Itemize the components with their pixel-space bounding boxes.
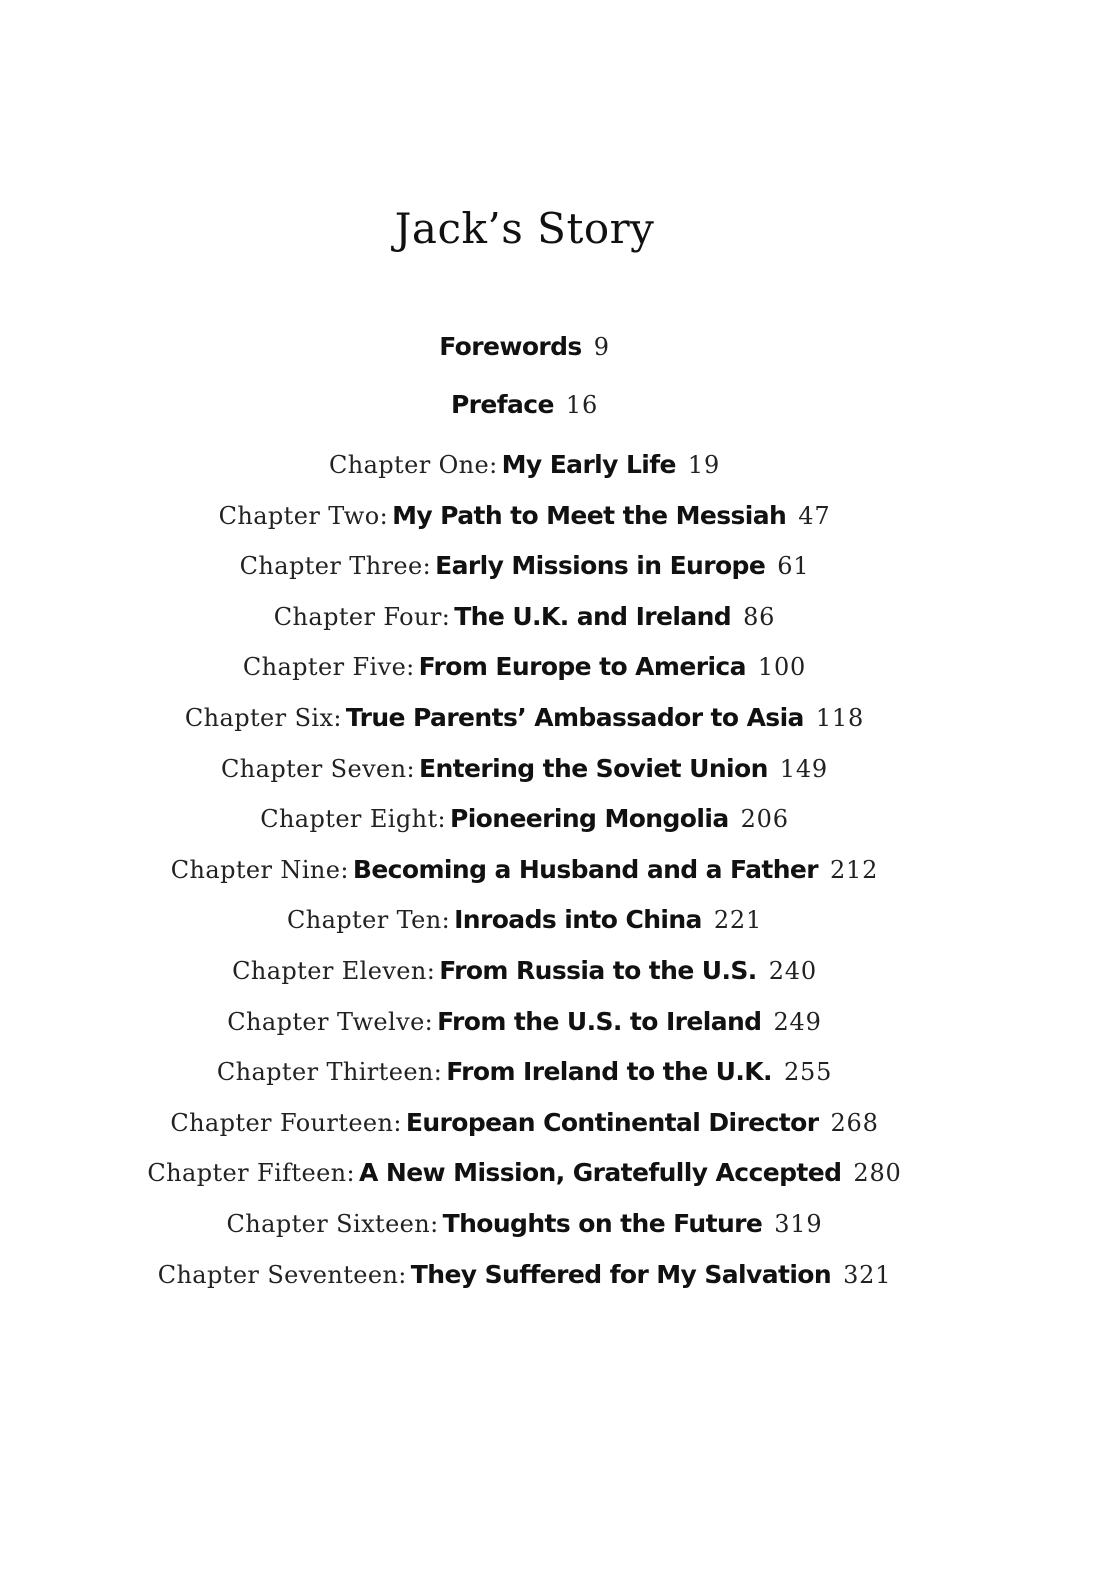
toc-entry-title: Thoughts on the Future <box>442 1208 763 1238</box>
chapter-label: Chapter Nine: <box>170 855 349 884</box>
toc-entry-title: Inroads into China <box>454 905 702 935</box>
chapter-label: Chapter Fourteen: <box>170 1108 402 1137</box>
chapter-label: Chapter Ten: <box>286 906 451 935</box>
chapter-label: Chapter Twelve: <box>227 1007 434 1036</box>
chapter-label: Chapter Eleven: <box>232 956 436 985</box>
toc-page-number: 9 <box>593 333 610 361</box>
chapter-label: Chapter Two: <box>218 501 389 530</box>
toc-entry-chapter-6 <box>0 693 1049 744</box>
toc-entry-title: Preface <box>450 390 554 419</box>
toc-entry-forewords <box>0 324 1049 382</box>
toc-entry-title: Early Missions in Europe <box>435 551 766 581</box>
toc-entry-chapter-10 <box>0 895 1049 946</box>
toc-page-number: 249 <box>773 1007 822 1036</box>
toc-entry-title: From Ireland to the U.K. <box>446 1057 772 1087</box>
chapter-label: Chapter Five: <box>242 653 415 682</box>
toc-entry-title: True Parents’ Ambassador to Asia <box>345 702 804 732</box>
toc-page-number: 319 <box>774 1209 823 1238</box>
toc-page-number: 212 <box>829 855 879 884</box>
toc-entry-chapter-15 <box>0 1148 1049 1199</box>
chapter-label: Chapter Eight: <box>260 805 446 834</box>
toc-page-number: 268 <box>830 1108 879 1137</box>
toc-entry-title: From Russia to the U.S. <box>439 955 757 985</box>
chapter-label: Chapter One: <box>328 451 498 479</box>
toc-entry-chapter-7 <box>0 744 1049 795</box>
toc-entry-chapter-3 <box>0 541 1049 592</box>
book-title: Jack’s Story <box>394 204 655 253</box>
toc-entry-chapter-12 <box>0 997 1049 1048</box>
toc-entry-title: My Path to Meet the Messiah <box>392 500 787 530</box>
toc-entry-chapter-13 <box>0 1047 1049 1098</box>
chapter-label: Chapter Six: <box>184 703 342 732</box>
toc-page-number: 221 <box>713 906 763 935</box>
chapter-label: Chapter Seven: <box>220 754 415 783</box>
chapter-label: Chapter Three: <box>239 552 432 581</box>
toc-page-number: 47 <box>798 501 831 530</box>
toc-entry-chapter-14 <box>0 1098 1049 1149</box>
chapter-label: Chapter Sixteen: <box>226 1209 439 1238</box>
toc-entry-preface <box>0 382 1049 440</box>
toc-entry-chapter-2 <box>0 491 1049 542</box>
chapter-label: Chapter Thirteen: <box>216 1058 443 1087</box>
toc-page-number: 118 <box>815 703 865 732</box>
toc-page-number: 255 <box>783 1058 833 1087</box>
toc-entry-chapter-17 <box>0 1250 1049 1301</box>
toc-entry-title: A New Mission, Gratefully Accepted <box>359 1158 842 1188</box>
table-of-contents <box>0 324 1049 1300</box>
toc-entry-title: European Continental Director <box>405 1107 819 1137</box>
toc-page-number: 206 <box>740 805 789 834</box>
chapter-label: Chapter Fifteen: <box>147 1159 356 1188</box>
toc-entry-chapter-1 <box>0 440 1049 491</box>
toc-entry-title: From the U.S. to Ireland <box>437 1006 762 1036</box>
toc-entry-chapter-9 <box>0 845 1049 896</box>
toc-entry-chapter-11 <box>0 946 1049 997</box>
toc-entry-title: Pioneering Mongolia <box>449 804 729 834</box>
toc-entry-title: My Early Life <box>501 450 676 479</box>
toc-page-number: 16 <box>565 391 599 419</box>
toc-entry-title: Becoming a Husband and a Father <box>352 854 818 884</box>
toc-entry-title: Entering the Soviet Union <box>418 753 768 783</box>
toc-page-number: 100 <box>757 653 807 682</box>
toc-page-number: 86 <box>743 602 776 631</box>
toc-page-number: 19 <box>687 451 721 479</box>
chapter-label: Chapter Seventeen: <box>157 1260 407 1289</box>
toc-entry-title: The U.K. and Ireland <box>454 601 732 631</box>
toc-entry-title: Forewords <box>439 332 582 361</box>
toc-page-number: 321 <box>843 1260 892 1289</box>
chapter-label: Chapter Four: <box>273 602 451 631</box>
toc-entry-chapter-8 <box>0 794 1049 845</box>
toc-page-number: 280 <box>853 1159 902 1188</box>
toc-page-number: 240 <box>768 956 817 985</box>
toc-entry-chapter-4 <box>0 592 1049 643</box>
toc-entry-chapter-5 <box>0 642 1049 693</box>
toc-page-number: 149 <box>779 754 828 783</box>
toc-entry-chapter-16 <box>0 1199 1049 1250</box>
toc-entry-title: From Europe to America <box>418 652 746 682</box>
toc-entry-title: They Suffered for My Salvation <box>410 1259 832 1289</box>
toc-page-number: 61 <box>777 552 810 581</box>
